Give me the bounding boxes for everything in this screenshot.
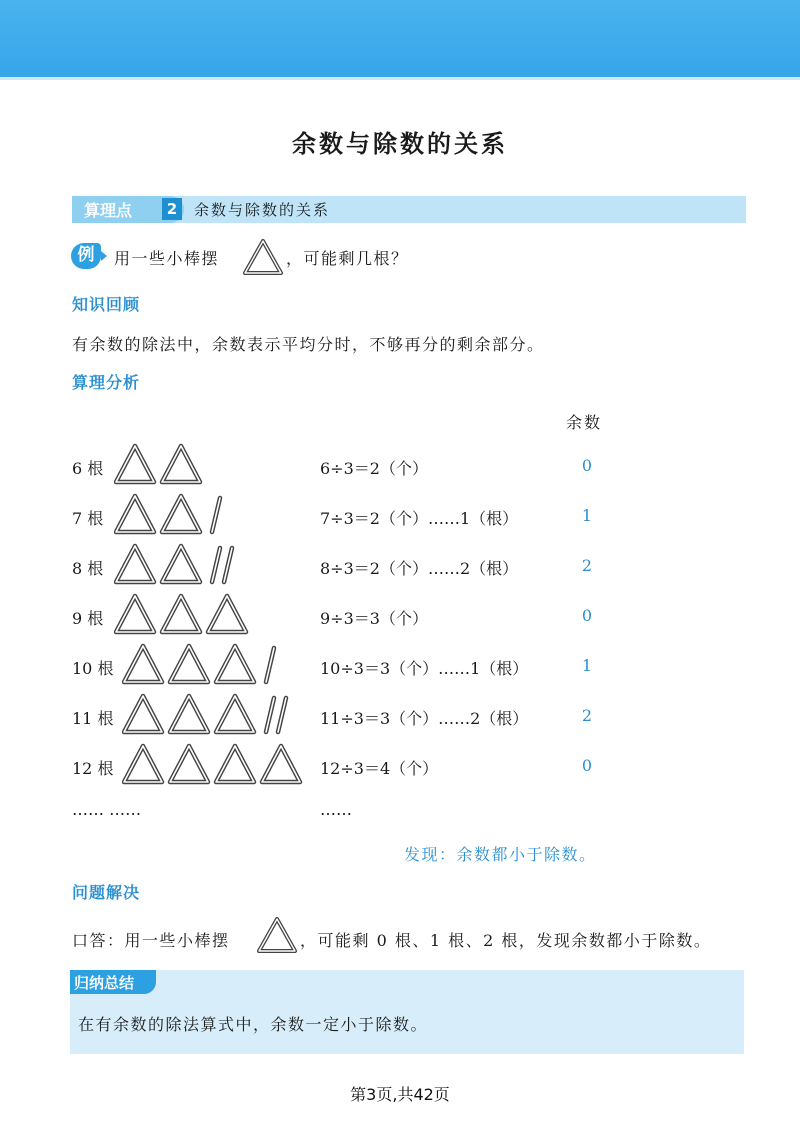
triangle-stick-icon bbox=[124, 646, 162, 682]
solve-answer-end: ，可能剩 0 根、1 根、2 根，发现余数都小于除数。 bbox=[300, 931, 712, 950]
row-equation: 12÷3＝4（个） bbox=[320, 759, 439, 778]
example-badge: 例 bbox=[71, 243, 101, 269]
single-stick-icon bbox=[266, 648, 274, 682]
stick-figures bbox=[122, 642, 292, 686]
single-stick-icon bbox=[212, 498, 220, 532]
top-color-band bbox=[0, 0, 800, 80]
stick-figures bbox=[114, 542, 250, 586]
example-question-start: 用一些小棒摆 bbox=[114, 249, 220, 268]
row-remainder: 0 bbox=[581, 606, 593, 625]
analysis-heading: 算理分析 bbox=[72, 373, 141, 392]
ellipsis-left: …… …… bbox=[72, 800, 142, 819]
triangle-stick-icon bbox=[216, 696, 254, 732]
topic-text: 余数与除数的关系 bbox=[194, 201, 331, 219]
page-title: 余数与除数的关系 bbox=[292, 130, 508, 158]
stick-figures bbox=[122, 742, 326, 786]
triangle-stick-icon bbox=[208, 596, 246, 632]
triangle-stick-icon bbox=[170, 746, 208, 782]
triangle-stick-icon bbox=[124, 696, 162, 732]
row-label: 11 根 bbox=[72, 709, 114, 728]
row-equation: 11÷3＝3（个）……2（根） bbox=[320, 709, 529, 728]
row-label: 6 根 bbox=[72, 459, 104, 478]
row-label: 9 根 bbox=[72, 609, 104, 628]
summary-text: 在有余数的除法算式中，余数一定小于除数。 bbox=[78, 1015, 429, 1034]
row-equation: 8÷3＝2（个）……2（根） bbox=[320, 559, 519, 578]
review-text: 有余数的除法中，余数表示平均分时，不够再分的剩余部分。 bbox=[72, 335, 545, 354]
row-remainder: 0 bbox=[581, 756, 593, 775]
row-label: 7 根 bbox=[72, 509, 104, 528]
triangle-stick-icon bbox=[256, 916, 298, 954]
topic-number: 2 bbox=[162, 198, 182, 220]
row-remainder: 1 bbox=[581, 656, 593, 675]
triangle-stick-icon bbox=[116, 546, 154, 582]
triangle-stick-icon bbox=[216, 746, 254, 782]
solve-answer-start: 口答：用一些小棒摆 bbox=[72, 931, 230, 950]
single-stick-icon bbox=[224, 548, 232, 582]
triangle-stick-icon bbox=[124, 746, 162, 782]
single-stick-icon bbox=[266, 698, 274, 732]
topic-tag-label: 算理点 bbox=[84, 201, 133, 220]
solve-heading: 问题解决 bbox=[72, 883, 141, 902]
example-question-end: ，可能剩几根？ bbox=[286, 249, 409, 268]
stick-figures bbox=[114, 592, 272, 636]
row-label: 8 根 bbox=[72, 559, 104, 578]
triangle-stick-icon bbox=[170, 646, 208, 682]
triangle-stick-icon bbox=[116, 446, 154, 482]
row-remainder: 0 bbox=[581, 456, 593, 475]
row-equation: 9÷3＝3（个） bbox=[320, 609, 428, 628]
stick-figures bbox=[114, 442, 226, 486]
row-equation: 10÷3＝3（个）……1（根） bbox=[320, 659, 529, 678]
triangle-stick-icon bbox=[242, 238, 284, 276]
example-badge-arrow-icon bbox=[101, 251, 107, 261]
triangle-stick-icon bbox=[216, 646, 254, 682]
triangle-stick-icon bbox=[170, 696, 208, 732]
row-remainder: 2 bbox=[581, 706, 593, 725]
finding-text: 发现：余数都小于除数。 bbox=[404, 845, 597, 864]
row-label: 10 根 bbox=[72, 659, 114, 678]
row-remainder: 2 bbox=[581, 556, 593, 575]
triangle-stick-icon bbox=[162, 546, 200, 582]
triangle-stick-icon bbox=[162, 496, 200, 532]
page-footer: 第3页,共42页 bbox=[350, 1085, 450, 1104]
remainder-column-header: 余数 bbox=[566, 413, 603, 432]
summary-tag-label: 归纳总结 bbox=[74, 974, 135, 992]
row-label: 12 根 bbox=[72, 759, 114, 778]
triangle-stick-icon bbox=[162, 596, 200, 632]
triangle-stick-icon bbox=[162, 446, 200, 482]
stick-figures bbox=[114, 492, 238, 536]
ellipsis-right: …… bbox=[320, 800, 352, 819]
review-heading: 知识回顾 bbox=[72, 295, 141, 314]
stick-figures bbox=[122, 692, 304, 736]
single-stick-icon bbox=[212, 548, 220, 582]
triangle-stick-icon bbox=[262, 746, 300, 782]
row-equation: 6÷3＝2（个） bbox=[320, 459, 428, 478]
triangle-stick-icon bbox=[116, 496, 154, 532]
triangle-stick-icon bbox=[116, 596, 154, 632]
single-stick-icon bbox=[278, 698, 286, 732]
row-equation: 7÷3＝2（个）……1（根） bbox=[320, 509, 519, 528]
row-remainder: 1 bbox=[581, 506, 593, 525]
